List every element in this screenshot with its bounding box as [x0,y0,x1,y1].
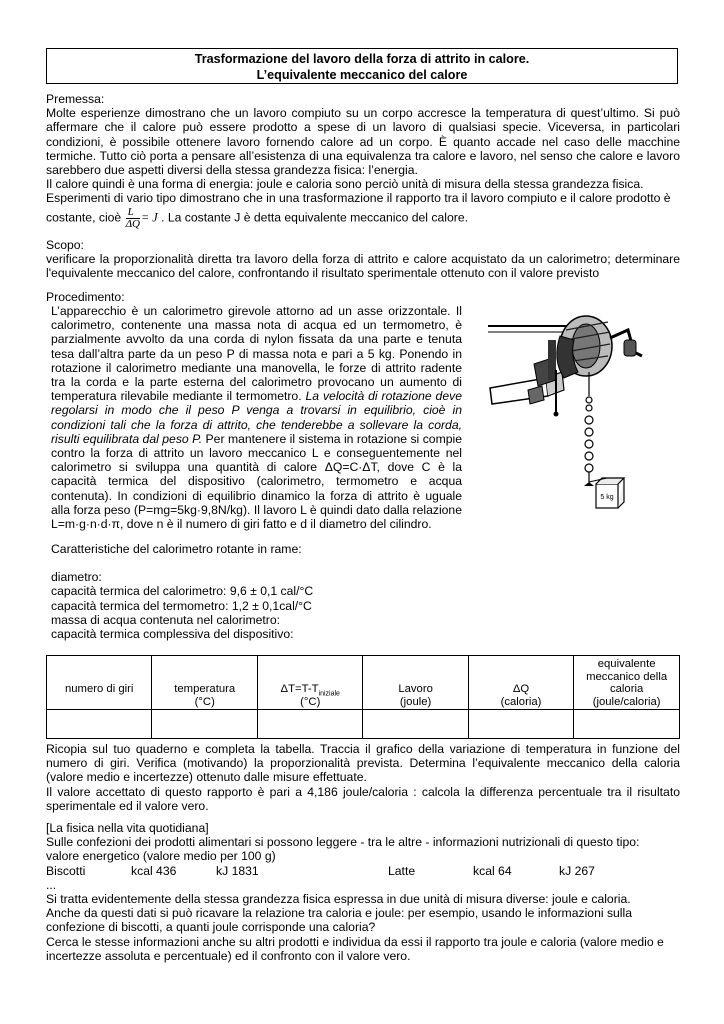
scopo-section [46,238,680,281]
istruzioni-section [46,742,680,813]
fisica-text-3: Cerca le stesse informazioni anche su altri prodotti e individua da essi il rapporto tra joule e caloria (valore medio e incertezze assoluta e percentuale) ed il confronto con il valore vero. [46,934,664,963]
procedimento-text: L’apparecchio è un calorimetro girevole attorno ad un asse orizzontale. Il calorimetro, contenente una massa nota di acqua ed un termometro, è parzialmente avvolto da una corda di nylon fissata da una parte e tenuta tesa dall’altra parte da un peso P di massa nota e pari a 5 kg. Ponendo in rotazione il calorimetro mediante una manovella, le forze di attrito radente tra la corda e la parte esterna del calorimetro provocano un aumento di temperatura rilevabile mediante il termometro. La velocità di rotazione deve regolarsi in modo che il peso P venga a trovarsi in equilibrio, cioè in condizioni tali che la forza di attrito, che tenderebbe a sollevare la corda, risulti equilibrata dal peso P. Per mantenere il sistema in rotazione si compie contro la forza di attrito un lavoro meccanico L e conseguentemente nel calorimetro si sviluppa una quantità di calore ΔQ=C·ΔT, dove C è la capacità termica del dispositivo (calorimetro, termometro e acqua contenuta). In condizioni di equilibrio dinamico la forza di attrito è uguale alla forza peso (P=mg=5kg·9,8N/kg). Il lavoro L è quindi dato dalla relazione L=m·g·n·d·π, dove n è il numero di giri fatto e d il diametro del cilindro. [51,304,462,532]
biscotti-kcal: kcal 436 [131,863,177,878]
table-header-cell: equivalente meccanico della caloria (joule/caloria) [574,656,680,710]
caratteristiche-item: massa di acqua contenuta nel calorimetro: [51,612,280,627]
fisica-text-1: Si tratta evidentemente della stessa grandezza fisica espressa in due unità di misura diverse: joule e caloria. [46,892,631,907]
latte-kj: kJ 267 [559,863,595,878]
caratteristiche-item: capacità termica complessiva del dispositivo: [51,627,294,642]
fisica-heading: [La fisica nella vita quotidiana] [46,821,209,835]
formula-equals-j: = J [141,210,158,225]
scopo-text: verificare la proporzionalità diretta tra lavoro della forza di attrito e calore acquistato da un calorimetro; determinare l'equivalente meccanico del calore, confrontando il risultato sperimentale ottenuto con il valore previsto [46,252,680,281]
table-cell [258,710,363,739]
table-header-cell: Lavoro (joule) [363,656,468,710]
procedimento-heading: Procedimento: [46,290,125,304]
table-header-cell: ΔQ (caloria) [468,656,573,710]
table-cell [47,710,152,739]
fisica-section [46,821,680,963]
weight-label: 5 kg [600,494,614,501]
caratteristiche-item: diametro: [51,570,102,585]
istruzioni-text-1: Ricopia sul tuo quaderno e completa la tabella. Traccia il grafico della variazione di temperatura in funzione del numero di giri. Verifica (motivando) la proporzionalità prevista. Determina l’equivalente meccanico della caloria (valore medio e incertezze) ottenuto dalle misure effettuate. [46,742,680,785]
nutrition-row [46,864,680,878]
table-cell [152,710,258,739]
premessa-heading: Premessa: [46,92,105,106]
data-table [46,655,680,739]
table-header-cell: $\Delta T=T-T_{iniziale}$ (°C) [258,656,363,710]
istruzioni-text-2: Il valore accettato di questo rapporto è pari a 4,186 joule/caloria : calcola la differenza percentuale tra il risultato sperimentale ed il valore vero. [46,784,680,813]
page-subtitle: L’equivalente meccanico del calore [256,67,468,82]
premessa-text-3: Esperimenti di vario tipo dimostrano che in una trasformazione il rapporto tra il lavoro compiuto e il calore prodotto è [46,191,671,206]
table-cell [468,710,573,739]
table-row [47,710,680,739]
table-header-cell: temperatura (°C) [152,656,258,710]
biscotti-kj: kJ 1831 [216,863,259,878]
caratteristiche-section [51,542,685,641]
biscotti-label: Biscotti [46,863,86,878]
premessa-text-2: Il calore quindi è una forma di energia: joule e caloria sono perciò unità di misura della stessa grandezza fisica. [46,177,644,192]
caratteristiche-item: capacità termica del calorimetro: 9,6 ± 0,1 cal/°C [51,584,314,599]
fisica-line-1: Sulle confezioni dei prodotti alimentari si possono leggere - tra le altre - informazioni nutrizionali di questo tipo: [46,835,640,850]
calorimeter-illustration [486,300,664,528]
premessa-text-1: Molte esperienze dimostrano che un lavoro compiuto su un corpo accresce la temperatura di quest’ultimo. Si può affermare che il calore può essere prodotto a spese di un lavoro di qualsiasi specie. Viceversa, in particolari condizioni, è possibile ottenere lavoro fornendo calore ad un corpo. È quanto accade nel caso delle macchine termiche. Tutto ciò porta a pensare all’esistenza di una equivalenza tra calore e lavoro, nel senso che calore e lavoro sarebbero due aspetti diversi della stessa grandezza fisica: l’energia. [46,106,680,178]
scopo-heading: Scopo: [46,238,84,252]
page-title: Trasformazione del lavoro della forza di attrito in calore. [194,52,530,66]
table-header-row [47,656,680,710]
latte-kcal: kcal 64 [473,863,512,878]
table-cell [363,710,468,739]
table-header-cell: numero di giri [47,656,152,710]
latte-label: Latte [388,863,416,878]
premessa-costante: costante, cioè $\frac{L}{\Delta Q}$ = J . La costante J è detta equivalente meccanico del calore. [46,205,468,230]
caratteristiche-item: capacità termica del termometro: 1,2 ± 0,1cal/°C [51,598,312,613]
fisica-text-2: Anche da questi dati si può ricavare la relazione tra caloria e joule: per esempio, usando le informazioni sulla confezione di biscotti, a quanti joule corrisponde una caloria? [46,906,633,935]
table-cell [574,710,680,739]
premessa-section [46,92,680,230]
fisica-line-2: valore energetico (valore medio per 100 g) [46,849,276,864]
caratteristiche-heading: Caratteristiche del calorimetro rotante in rame: [51,542,302,556]
formula-fraction: $\frac{L}{\Delta Q}$ [125,205,140,230]
title-box [46,48,678,84]
fisica-ellipsis: ... [46,877,57,892]
